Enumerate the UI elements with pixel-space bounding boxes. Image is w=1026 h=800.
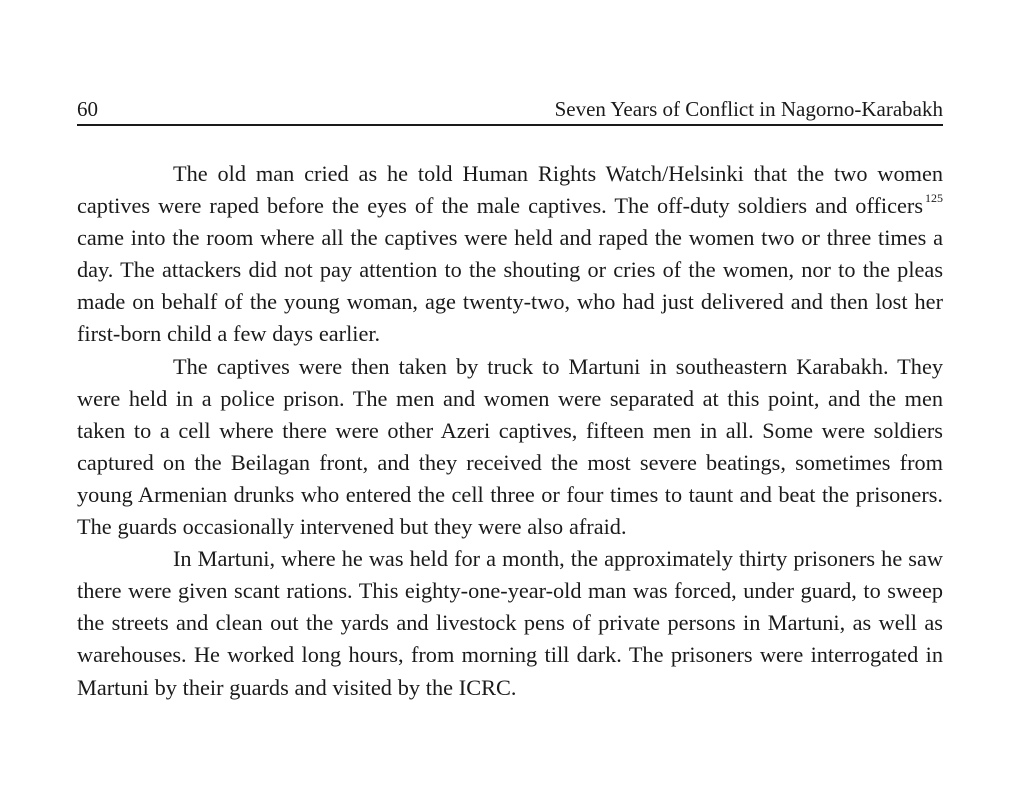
footnote-ref-125: 125 [925,191,943,206]
running-title: Seven Years of Conflict in Nagorno-Karabakh [554,97,943,121]
body-text [77,158,943,704]
paragraph-2: The captives were then taken by truck to Martuni in southeastern Karabakh. They were held in a police prison. The men and women were separated at this point, and the men taken to a cell where there were other Azeri captives, fifteen men in all. Some were soldiers captured on the Beilagan front, and they received the most severe beatings, sometimes from young Armenian drunks who entered the cell three or four times to taunt and beat the prisoners. The guards occasionally intervened but they were also afraid. [77,353,943,540]
paragraph-1 [77,158,943,351]
running-head [77,96,943,126]
page-number: 60 [77,97,98,121]
paragraph-3: In Martuni, where he was held for a month, the approximately thirty prisoners he saw there were given scant rations. This eighty-one-year-old man was forced, under guard, to sweep the streets and clean out the yards and livestock pens of private persons in Martuni, as well as warehouses. He worked long hours, from morning till dark. The prisoners were interrogated in Martuni by their guards and visited by the ICRC. [77,546,943,700]
paragraph-1-text-end: came into the room where all the captives were held and raped the women two or three times a day. The attackers did not pay attention to the shouting or cries of the women, nor to the pleas made on behalf of the young woman, age twenty-two, who had just delivered and then lost her first-born child a few days earlier. [77,225,943,347]
paragraph-1-text-start: The old man cried as he told Human Rights Watch/Helsinki that the two women captives were raped before the eyes of the male captives. The off-duty soldiers and officers [77,161,943,219]
